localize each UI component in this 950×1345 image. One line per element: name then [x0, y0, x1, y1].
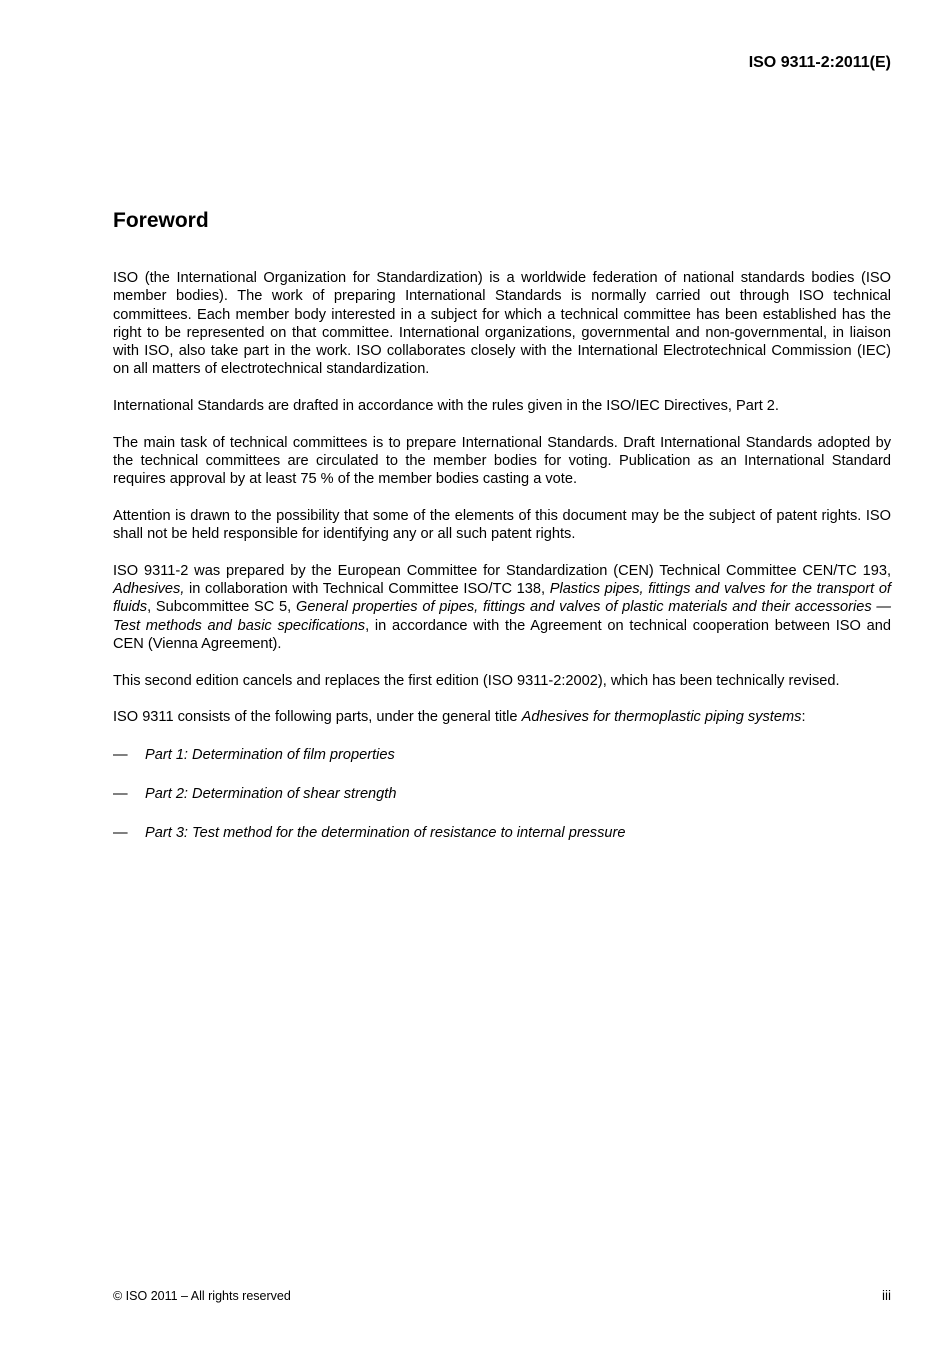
list-item-text: Part 3: Test method for the determination of resistance to internal pressure	[145, 825, 626, 842]
footer-page-number: iii	[882, 1288, 891, 1303]
text-span: :	[801, 709, 806, 726]
paragraph-edition: This second edition cancels and replaces the first edition (ISO 9311-2:2002), which has been technically revised.	[113, 672, 840, 689]
italic-title: Adhesives,	[113, 581, 185, 598]
document-body	[113, 208, 891, 863]
italic-title: General properties of pipes, fittings and valves of plastic materials and their accessories — Test methods and basic specifications	[113, 599, 892, 634]
parts-list	[113, 746, 891, 842]
list-item-text: Part 1: Determination of film properties	[145, 747, 395, 764]
paragraph-patent-rights: Attention is drawn to the possibility that some of the elements of this document may be the subject of patent rights. ISO shall not be held responsible for identifying any or all such patent rights.	[113, 507, 891, 543]
paragraph-preparation	[113, 562, 891, 653]
paragraph-parts-intro	[113, 708, 891, 726]
italic-title: Plastics pipes, fittings and valves for the transport of fluids	[113, 581, 891, 616]
page-title: Foreword	[113, 209, 209, 232]
text-span: ISO 9311 consists of the following parts, under the general title	[113, 709, 522, 726]
paragraph-iso-intro: ISO (the International Organization for Standardization) is a worldwide federation of national standards bodies (ISO member bodies). The work of preparing International Standards is normally carried out through ISO technical committees. Each member body interested in a subject for which a technical committee has been established has the right to be represented on that committee. International organizations, governmental and non-governmental, in liaison with ISO, also take part in the work. ISO collaborates closely with the International Electrotechnical Commission (IEC) on all matters of electrotechnical standardization.	[113, 270, 891, 378]
dash-bullet: —	[113, 825, 128, 842]
list-item	[113, 824, 891, 842]
list-item	[113, 746, 891, 764]
text-span: in collaboration with Technical Committee ISO/TC 138,	[184, 581, 550, 598]
text-span: , in accordance with the Agreement on technical cooperation between ISO and CEN (Vienna Agreement).	[113, 617, 891, 652]
text-span: , Subcommittee SC 5,	[147, 599, 296, 616]
list-item-text: Part 2: Determination of shear strength	[145, 786, 397, 803]
italic-title: Adhesives for thermoplastic piping systems	[521, 709, 802, 726]
dash-bullet: —	[113, 786, 128, 803]
text-span: ISO 9311-2 was prepared by the European Committee for Standardization (CEN) Technical Committee CEN/TC 193,	[113, 562, 891, 579]
document-id-header: ISO 9311-2:2011(E)	[748, 54, 891, 71]
paragraph-directives: International Standards are drafted in accordance with the rules given in the ISO/IEC Directives, Part 2.	[113, 398, 779, 415]
dash-bullet: —	[113, 747, 128, 764]
footer-copyright: © ISO 2011 – All rights reserved	[113, 1289, 291, 1303]
paragraph-committee-task: The main task of technical committees is to prepare International Standards. Draft International Standards adopted by the technical committees are circulated to the member bodies for voting. Publication as an International Standard requires approval by at least 75 % of the member bodies casting a vote.	[113, 434, 891, 488]
list-item	[113, 785, 891, 803]
